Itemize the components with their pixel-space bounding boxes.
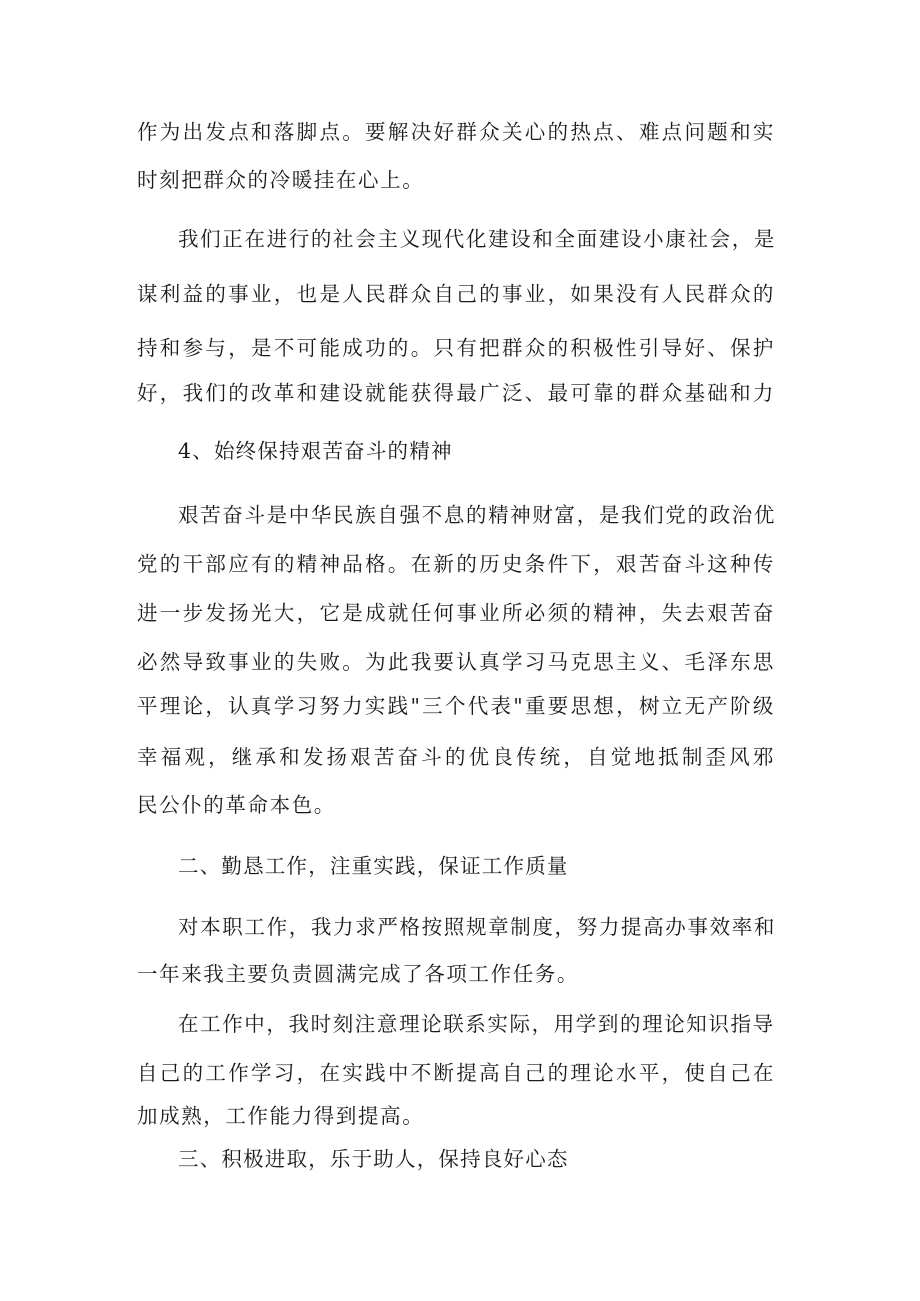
paragraph-4-line-2: 一年来我主要负责圆满完成了各项工作任务。 <box>137 962 579 986</box>
paragraph-3-line-6: 幸福观，继承和发扬艰苦奋斗的优良传统，自觉地抵制歪风邪 <box>137 745 775 769</box>
paragraph-6-line-2: 加成熟，工作能力得到提高。 <box>137 1104 425 1128</box>
paragraph-2-line-2: 谋利益的事业，也是人民群众自己的事业，如果没有人民群众的 <box>137 282 775 306</box>
section-heading-three: 三、积极进取，乐于助人，保持良好心态 <box>178 1147 569 1171</box>
paragraph-3-line-4: 必然导致事业的失败。为此我要认真学习马克思主义、毛泽东思 <box>137 650 775 674</box>
paragraph-2-line-4: 好，我们的改革和建设就能获得最广泛、最可靠的群众基础和力 <box>137 381 775 405</box>
paragraph-2-line-3: 持和参与，是不可能成功的。只有把群众的积极性引导好、保护 <box>137 336 775 360</box>
paragraph-6-line-1: 自己的工作学习，在实践中不断提高自己的理论水平，使自己在 <box>137 1061 775 1085</box>
paragraph-2-line-1: 我们正在进行的社会主义现代化建设和全面建设小康社会，是 <box>178 227 776 251</box>
paragraph-5-line-1: 在工作中，我时刻注意理论联系实际，用学到的理论知识指导 <box>178 1012 775 1036</box>
paragraph-3-line-5: 平理论，认真学习努力实践"三个代表"重要思想，树立无产阶级 <box>137 694 775 718</box>
paragraph-1-line-1: 作为出发点和落脚点。要解决好群众关心的热点、难点问题和实 <box>137 120 775 144</box>
section-heading-two: 二、勤恳工作，注重实践，保证工作质量 <box>178 854 569 878</box>
paragraph-3-line-1: 艰苦奋斗是中华民族自强不息的精神财富，是我们党的政治优 <box>178 503 776 527</box>
section-heading-4: 4、始终保持艰苦奋斗的精神 <box>178 439 453 463</box>
paragraph-3-line-7: 民公仆的革命本色。 <box>137 793 336 817</box>
paragraph-4-line-1: 对本职工作，我力求严格按照规章制度，努力提高办事效率和 <box>178 915 776 939</box>
paragraph-3-line-2: 党的干部应有的精神品格。在新的历史条件下，艰苦奋斗这种传 <box>137 552 775 576</box>
paragraph-1-line-2: 时刻把群众的冷暖挂在心上。 <box>137 168 425 192</box>
paragraph-3-line-3: 进一步发扬光大，它是成就任何事业所必须的精神，失去艰苦奋 <box>137 601 775 625</box>
